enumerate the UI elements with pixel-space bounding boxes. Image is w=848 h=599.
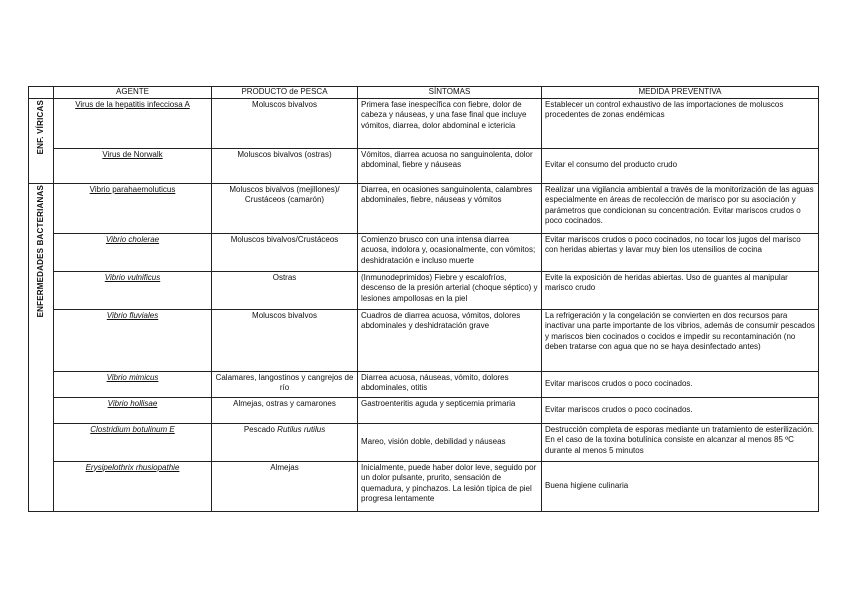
agent-cell: Vibrio cholerae [54, 233, 212, 271]
symptoms-cell: Comienzo brusco con una intensa diarrea acuosa, indolora y, ocasionalmente, con vómitos; deshidratación e incluso muerte [358, 233, 542, 271]
product-cell: Moluscos bivalvos [212, 309, 358, 371]
header-symptoms: SÍNTOMAS [358, 87, 542, 99]
category-bacterial-label: ENFERMEDADES BACTERIANAS [35, 184, 45, 317]
agent-cell: Vibrio hollisae [54, 397, 212, 423]
table-row [29, 371, 819, 397]
product-cell: Almejas [212, 461, 358, 511]
symptoms-cell: Cuadros de diarrea acuosa, vómitos, dolores abdominales y deshidratación grave [358, 309, 542, 371]
header-measure: MEDIDA PREVENTIVA [542, 87, 819, 99]
agent-cell: Virus de Norwalk [54, 148, 212, 183]
measure-cell: Destrucción completa de esporas mediante un tratamiento de esterilización. En el caso de la toxina botulínica consiste en alcanzar al menos 85 ºC durante al menos 5 minutos [542, 423, 819, 461]
category-bacterial-cell [29, 183, 54, 511]
category-viral-cell [29, 98, 54, 183]
table-row [29, 233, 819, 271]
product-prefix: Pescado [243, 424, 278, 434]
agent-cell: Vibrio fluviales [54, 309, 212, 371]
agent-cell: Virus de la hepatitis infecciosa A [54, 98, 212, 148]
table-row [29, 461, 819, 511]
product-cell: Moluscos bivalvos [212, 98, 358, 148]
category-viral-label: ENF. VÍRICAS [35, 99, 45, 154]
product-cell: Moluscos bivalvos (ostras) [212, 148, 358, 183]
symptoms-cell: Vómitos, diarrea acuosa no sanguinolenta, dolor abdominal, fiebre y náuseas [358, 148, 542, 183]
product-species-name: Rutilus rutilus [277, 424, 326, 434]
measure-cell: Establecer un control exhaustivo de las importaciones de moluscos procedentes de zonas endémicas [542, 98, 819, 148]
agent-cell: Vibrio vulnificus [54, 271, 212, 309]
header-agent: AGENTE [54, 87, 212, 99]
table-row [29, 397, 819, 423]
symptoms-cell: Primera fase inespecífica con fiebre, dolor de cabeza y náuseas, y una fase final que incluye vómitos, diarrea, dolor abdominal e ictericia [358, 98, 542, 148]
measure-cell: Evite la exposición de heridas abiertas. Uso de guantes al manipular marisco crudo [542, 271, 819, 309]
measure-cell: Evitar el consumo del producto crudo [542, 148, 819, 183]
product-cell: Moluscos bivalvos/Crustáceos [212, 233, 358, 271]
symptoms-cell: Mareo, visión doble, debilidad y náuseas [358, 423, 542, 461]
symptoms-cell: Diarrea, en ocasiones sanguinolenta, calambres abdominales, fiebre, náuseas y vómitos [358, 183, 542, 233]
measure-cell: Realizar una vigilancia ambiental a través de la monitorización de las aguas especialmente en áreas de recolección de marisco por su asociación y parámetros que condicionan su concentración. Evitar mariscos crudos o poco cocinados. [542, 183, 819, 233]
agent-cell: Vibrio parahaemoluticus [54, 183, 212, 233]
product-cell: Almejas, ostras y camarones [212, 397, 358, 423]
agent-cell: Clostridium botulinum E [54, 423, 212, 461]
agent-cell: Erysipelothrix rhusiopathie [54, 461, 212, 511]
symptoms-cell: (Inmunodeprimidos) Fiebre y escalofríos, descenso de la presión arterial (choque séptico) y lesiones ampollosas en la piel [358, 271, 542, 309]
product-cell: Moluscos bivalvos (mejillones)/ Crustáceos (camarón) [212, 183, 358, 233]
table-row [29, 183, 819, 233]
measure-cell: Evitar mariscos crudos o poco cocinados. [542, 397, 819, 423]
symptoms-cell: Diarrea acuosa, náuseas, vómito, dolores abdominales, otitis [358, 371, 542, 397]
header-product: PRODUCTO de PESCA [212, 87, 358, 99]
product-cell: Calamares, langostinos y cangrejos de río [212, 371, 358, 397]
agent-cell: Vibrio mimicus [54, 371, 212, 397]
symptoms-cell: Inicialmente, puede haber dolor leve, seguido por un dolor pulsante, prurito, sensación de quemadura, y pinchazos. La lesión típica de piel progresa lentamente [358, 461, 542, 511]
table-row [29, 148, 819, 183]
measure-cell: La refrigeración y la congelación se convierten en dos recursos para inactivar una parte importante de los vibrios, además de consumir pescados y mariscos bien cocinados o cocidos e impedir su recontaminación (no deben tratarse con agua que no se haya desinfectado antes) [542, 309, 819, 371]
header-row [29, 87, 819, 99]
table-row [29, 423, 819, 461]
measure-cell: Evitar mariscos crudos o poco cocinados. [542, 371, 819, 397]
table-row [29, 98, 819, 148]
header-blank-cell [29, 87, 54, 99]
table-row [29, 271, 819, 309]
product-cell: Ostras [212, 271, 358, 309]
measure-cell: Buena higiene culinaria [542, 461, 819, 511]
product-cell [212, 423, 358, 461]
food-safety-table [28, 86, 819, 512]
table-row [29, 309, 819, 371]
symptoms-cell: Gastroenteritis aguda y septicemia primaria [358, 397, 542, 423]
measure-cell: Evitar mariscos crudos o poco cocinados, no tocar los jugos del marisco con heridas abiertas y lavar muy bien los utensilios de cocina [542, 233, 819, 271]
